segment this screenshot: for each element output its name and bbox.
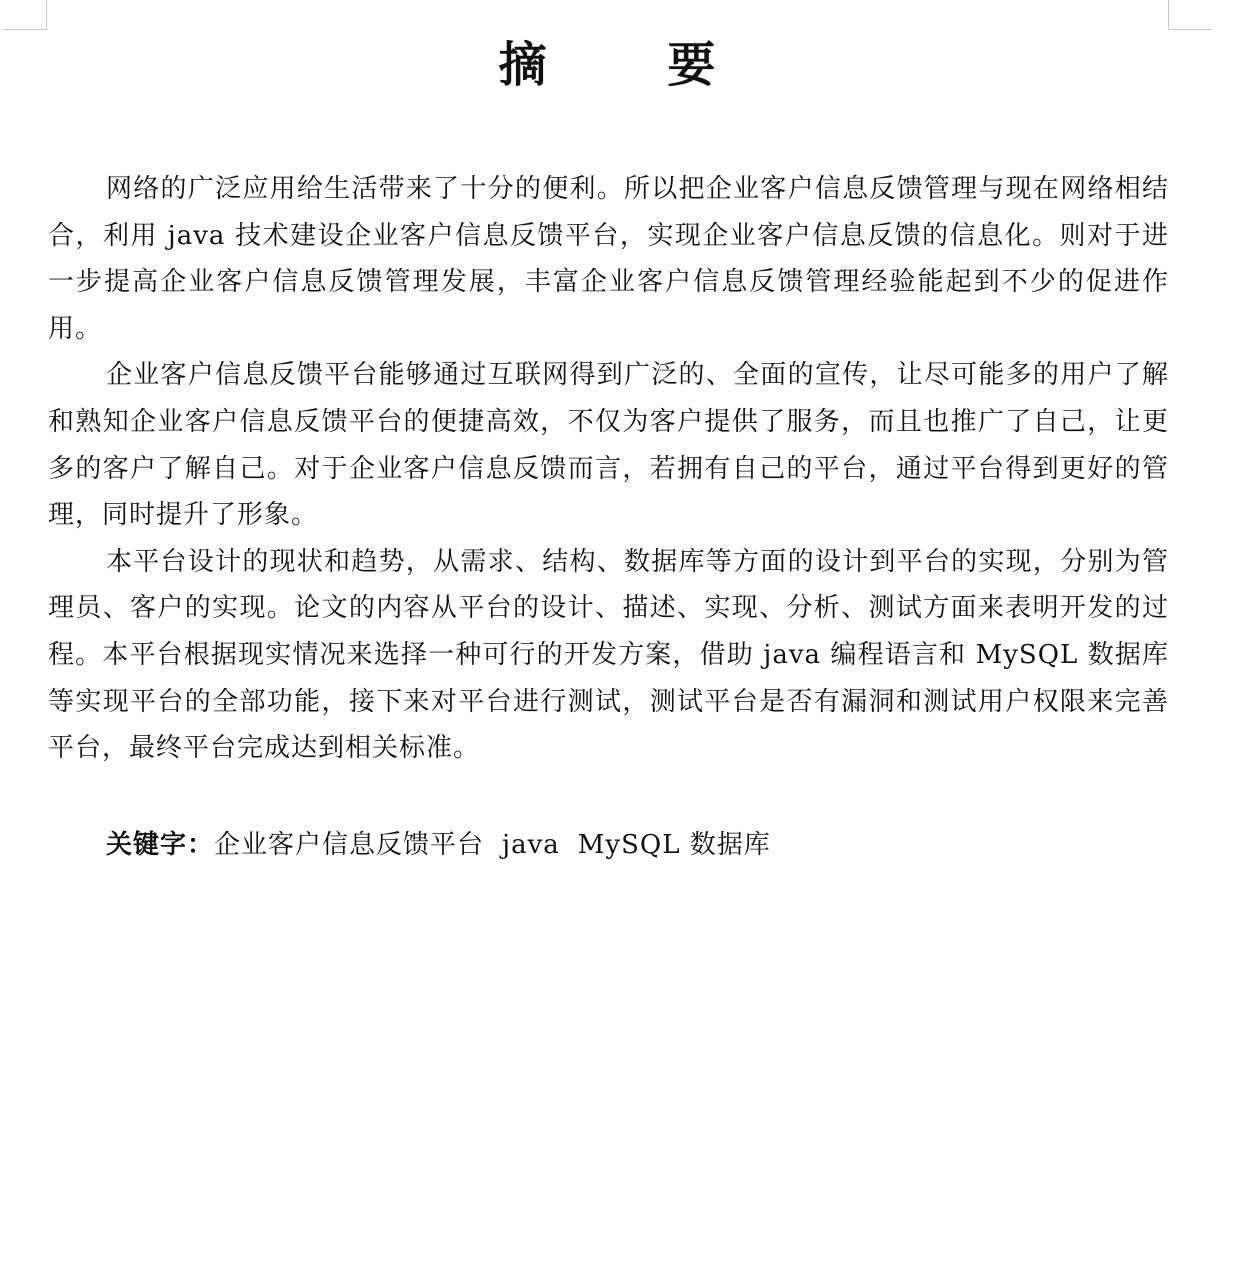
- keywords-label: 关键字：: [106, 830, 215, 860]
- abstract-body: [48, 166, 1169, 772]
- crop-mark-top-left: [3, 0, 47, 30]
- keyword-item: MySQL 数据库: [577, 830, 771, 860]
- abstract-paragraph-2: 企业客户信息反馈平台能够通过互联网得到广泛的、全面的宣传，让尽可能多的用户了解和熟知企业客户信息反馈平台的便捷高效，不仅为客户提供了服务，而且也推广了自己，让更多的客户了解自己。对于企业客户信息反馈而言，若拥有自己的平台，通过平台得到更好的管理，同时提升了形象。: [48, 360, 1169, 531]
- keyword-item: 企业客户信息反馈平台: [214, 830, 485, 860]
- abstract-title: 摘 要: [498, 37, 768, 93]
- abstract-paragraph-1: 网络的广泛应用给生活带来了十分的便利。所以把企业客户信息反馈管理与现在网络相结合，利用 java 技术建设企业客户信息反馈平台，实现企业客户信息反馈的信息化。则对于进一步提高企业客户信息反馈管理发展，丰富企业客户信息反馈管理经验能起到不少的促进作用。: [48, 174, 1169, 344]
- keywords-line: [106, 822, 771, 868]
- crop-mark-top-right: [1168, 0, 1212, 30]
- keyword-item: java: [502, 830, 560, 860]
- abstract-paragraph-3: 本平台设计的现状和趋势，从需求、结构、数据库等方面的设计到平台的实现，分别为管理员、客户的实现。论文的内容从平台的设计、描述、实现、分析、测试方面来表明开发的过程。本平台根据现实情况来选择一种可行的开发方案，借助 java 编程语言和 MySQL 数据库等实现平台的全部功能，接下来对平台进行测试，测试平台是否有漏洞和测试用户权限来完善平台，最终平台完成达到相关标准。: [48, 546, 1169, 764]
